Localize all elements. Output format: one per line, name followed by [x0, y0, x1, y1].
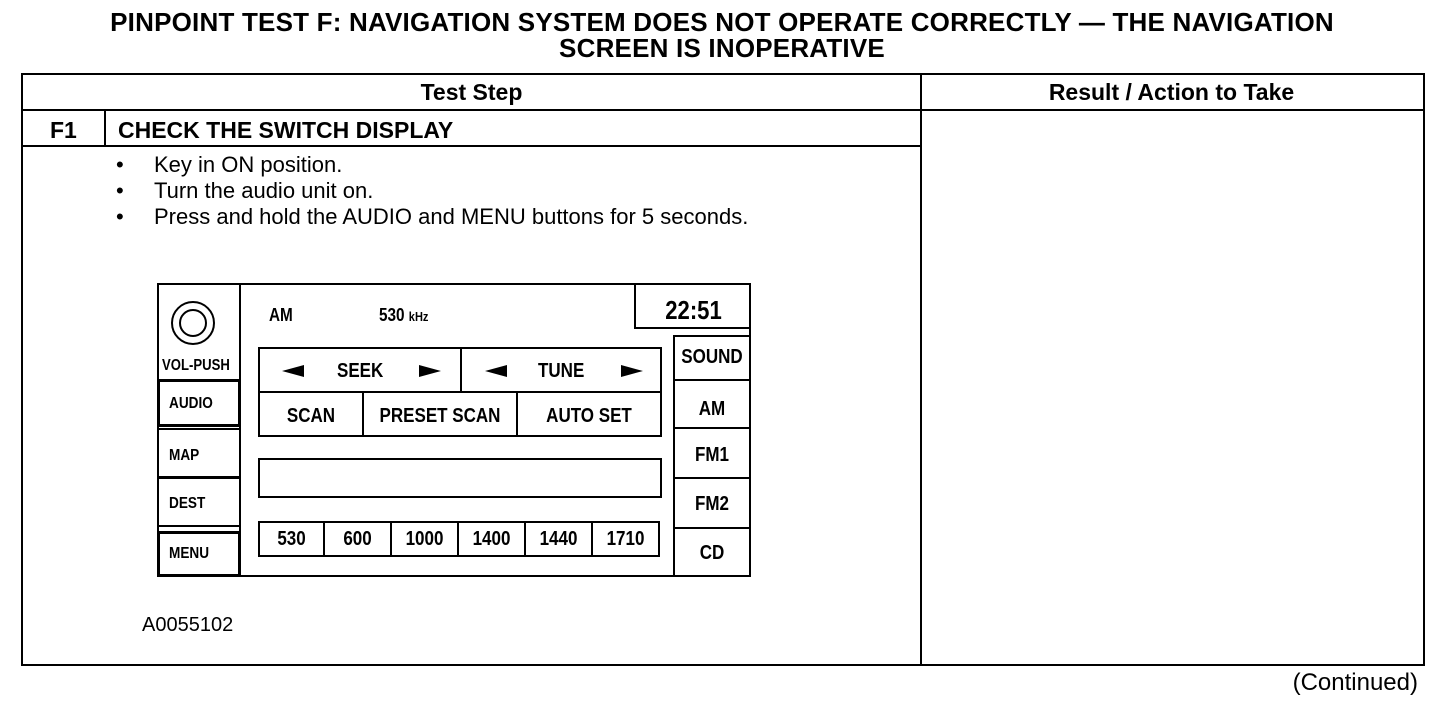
step-row-divider — [21, 145, 922, 147]
fm1-button-label: FM1 — [695, 444, 729, 466]
step-id-divider — [104, 109, 106, 147]
frequency-unit: kHz — [408, 309, 429, 324]
scan-label: SCAN — [286, 405, 336, 427]
text-display-area — [258, 458, 662, 498]
preset-label: 530 — [277, 528, 306, 550]
seek-left-arrow-icon — [282, 365, 304, 377]
seek-right-arrow-icon — [419, 365, 441, 377]
continued-label: (Continued) — [1292, 669, 1418, 696]
band-label: AM — [269, 305, 293, 325]
step-instructions — [116, 152, 748, 230]
instruction-item: • Press and hold the AUDIO and MENU buttons for 5 seconds. — [116, 204, 748, 230]
instruction-item: • Turn the audio unit on. — [116, 178, 748, 204]
step-id: F1 — [50, 117, 77, 143]
tune-left-arrow-icon — [485, 365, 507, 377]
menu-button-label: MENU — [169, 545, 210, 562]
fm2-button-label: FM2 — [695, 493, 729, 515]
cd-button-label: CD — [699, 542, 725, 564]
preset-label: 1440 — [539, 528, 578, 550]
figure-id: A0055102 — [142, 614, 234, 636]
vol-push-label: VOL-PUSH — [162, 357, 230, 374]
preset-label: 600 — [343, 528, 372, 550]
volume-knob-icon[interactable] — [171, 301, 215, 345]
instruction-item: • Key in ON position. — [116, 152, 748, 178]
tune-right-arrow-icon — [621, 365, 643, 377]
header-result-action: Result / Action to Take — [1048, 79, 1295, 105]
preset-label: 1710 — [606, 528, 645, 550]
auto-set-label: AUTO SET — [546, 405, 632, 427]
audio-button-label: AUDIO — [169, 395, 213, 412]
clock-display: 22:51 — [665, 295, 722, 325]
dest-button-label: DEST — [169, 495, 206, 512]
page-title — [20, 9, 1424, 61]
seek-label: SEEK — [337, 360, 384, 382]
title-line-1: PINPOINT TEST F: NAVIGATION SYSTEM DOES NOT OPERATE CORRECTLY — THE NAVIGATION — [110, 7, 1334, 37]
header-test-step: Test Step — [420, 79, 523, 105]
sound-button-label: SOUND — [681, 346, 743, 368]
preset-label: 1400 — [472, 528, 511, 550]
map-button-label: MAP — [169, 447, 200, 464]
header-divider — [21, 109, 1423, 111]
title-line-2: SCREEN IS INOPERATIVE — [559, 33, 885, 63]
column-divider — [920, 73, 922, 664]
preset-label: 1000 — [405, 528, 444, 550]
tune-label: TUNE — [538, 360, 585, 382]
audio-unit-diagram — [157, 283, 751, 577]
frequency-value: 530 — [379, 305, 405, 325]
preset-scan-label: PRESET SCAN — [379, 405, 501, 427]
step-title: CHECK THE SWITCH DISPLAY — [118, 117, 454, 143]
frequency-label — [379, 305, 428, 327]
am-button-label: AM — [698, 398, 726, 420]
